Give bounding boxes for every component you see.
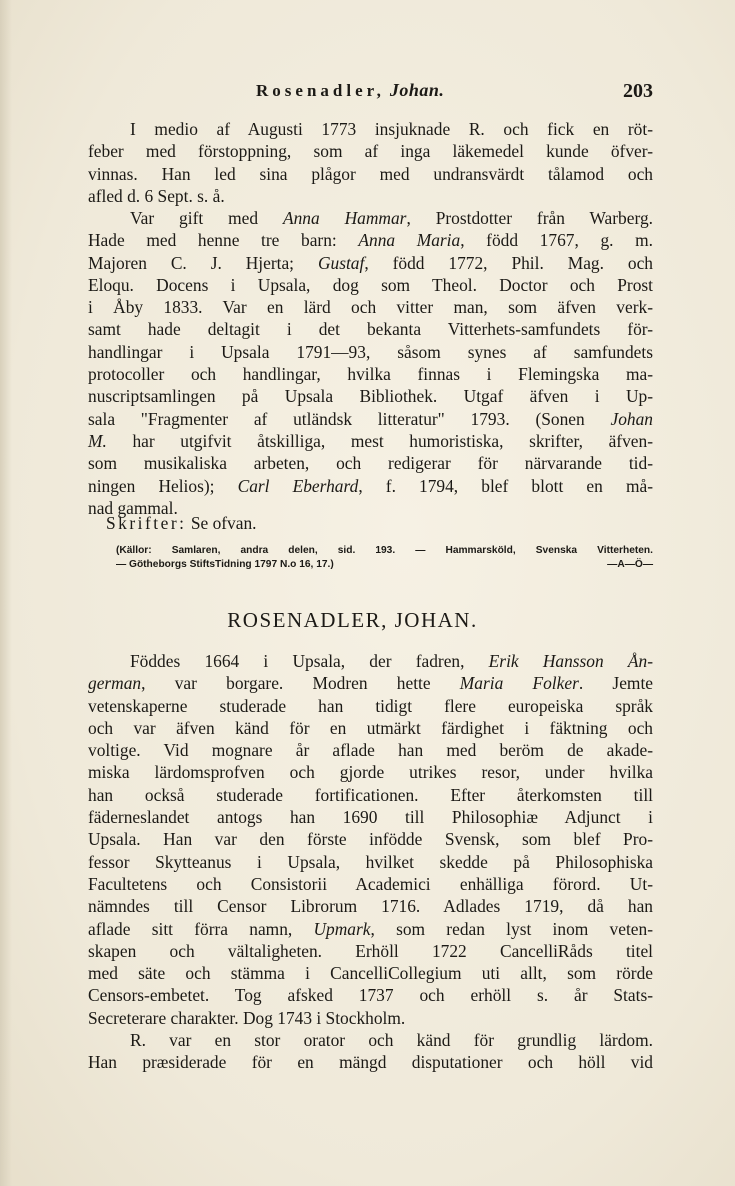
text-line <box>88 430 653 452</box>
text-line <box>88 650 653 672</box>
text-run: , f. 1794, blef blott en må- <box>358 475 653 496</box>
sources-note <box>116 544 653 572</box>
text-line <box>88 895 653 917</box>
text-run: i Åby 1833. Var en lärd och vitter man, som äfven verk- <box>88 297 653 318</box>
text-line <box>88 695 653 717</box>
italic-name: Erik Hansson Ån- <box>488 651 654 671</box>
text-line <box>88 717 653 739</box>
text-run: afled d. 6 Sept. s. å. <box>88 185 225 206</box>
sources-signature: —A—Ö— <box>607 559 653 570</box>
text-run: som musikaliska arbeten, och redigerar för närvarande tid- <box>88 453 653 474</box>
text-run: ningen Helios); <box>88 475 238 496</box>
text-run: Facultetens och Consistorii Academici enhälliga förord. Ut- <box>88 873 653 894</box>
text-line <box>88 452 653 474</box>
text-line <box>88 984 653 1006</box>
text-run: skapen och vältaligheten. Erhöll 1722 CancelliRåds titel <box>88 940 653 961</box>
text-run: voltige. Vid mognare år aflade han med beröm de akade- <box>88 740 653 761</box>
page-header <box>88 80 653 112</box>
text-run: samt hade deltagit i det bekanta Vitterhets-samfundets för- <box>88 319 653 340</box>
text-run: Hade med henne tre barn: <box>88 230 359 251</box>
running-title <box>256 80 444 101</box>
text-run: handlingar i Upsala 1791—93, såsom synes af samfundets <box>88 341 653 362</box>
text-line <box>88 341 653 363</box>
italic-name: Maria Folker <box>459 673 579 694</box>
text-run: Upsala. Han var den förste infödde Svensk, som blef Pro- <box>88 829 653 850</box>
page-edge-shadow <box>0 0 12 1186</box>
text-run: Han præsiderade för en mängd disputationer och höll vid <box>88 1052 653 1073</box>
writings-text: Se ofvan. <box>190 513 257 533</box>
running-title-name: Rosenadler, <box>256 81 385 100</box>
text-line <box>88 118 653 140</box>
page-number: 203 <box>623 80 653 102</box>
text-run: nuscriptsamlingen på Upsala Bibliothek. Utgaf äfven i Up- <box>88 386 653 407</box>
text-line <box>88 229 653 251</box>
text-line <box>88 140 653 162</box>
text-line <box>88 672 653 694</box>
italic-name: Anna Maria <box>358 230 461 251</box>
italic-name: Anna Hammar <box>282 208 407 228</box>
text-run: , var borgare. Modren hette <box>141 673 460 694</box>
text-run: , som redan lyst inom veten- <box>370 918 653 939</box>
italic-name: Carl Eberhard <box>237 475 359 496</box>
text-line <box>88 806 653 828</box>
italic-name: Gustaf <box>317 252 365 273</box>
text-run: . Jemte <box>578 673 653 694</box>
text-line <box>88 318 653 340</box>
text-line <box>88 851 653 873</box>
text-line <box>88 274 653 296</box>
text-line <box>88 962 653 984</box>
text-line <box>88 784 653 806</box>
text-run: Var gift med <box>130 208 283 228</box>
paragraph-family <box>88 207 653 519</box>
italic-name: Johan <box>610 408 653 429</box>
text-line <box>88 940 653 962</box>
text-line <box>88 207 653 229</box>
text-run: Eloqu. Docens i Upsala, dog som Theol. Doctor och Prost <box>88 274 653 295</box>
text-line <box>88 296 653 318</box>
sources-line-1: (Källor: Samlaren, andra delen, sid. 193. — Hammarsköld, Svenska Vitterheten. <box>116 545 653 556</box>
text-run: nad gammal. <box>88 497 178 518</box>
text-line <box>88 873 653 895</box>
text-line <box>88 185 653 207</box>
text-run: och var äfven känd för en utmärkt färdighet i fäktning och <box>88 717 653 738</box>
italic-name: M. <box>88 430 107 451</box>
sources-line-2 <box>116 558 653 572</box>
running-title-forename: Johan. <box>389 80 445 100</box>
text-line <box>88 1051 653 1073</box>
text-run: R. var en stor orator och känd för grundlig lärdom. <box>130 1030 653 1051</box>
text-run: sala "Fragmenter af utländsk litteratur" 1793. (Sonen <box>88 408 611 429</box>
text-run: Censors-embetet. Tog afsked 1737 och erhöll s. år Stats- <box>88 985 653 1006</box>
text-run: fessor Skytteanus i Upsala, hvilket skedde på Philosophiska <box>88 851 653 872</box>
text-run: Majoren C. J. Hjerta; <box>88 252 318 273</box>
text-run: nämndes till Censor Librorum 1716. Adlades 1719, då han <box>88 896 653 917</box>
article-title: ROSENADLER, JOHAN. <box>227 608 478 632</box>
writings-line <box>88 512 653 534</box>
writings-label: Skrifter: <box>106 513 187 533</box>
text-line <box>88 363 653 385</box>
text-run: har utgifvit åtskilliga, mest humoristiska, skrifter, äfven- <box>106 430 653 451</box>
text-run: I medio af Augusti 1773 insjuknade R. och fick en röt- <box>130 119 653 139</box>
text-run: Föddes 1664 i Upsala, der fadren, <box>130 651 489 671</box>
text-run: han också studerade fortificationen. Efter återkomsten till <box>88 784 653 805</box>
paragraph-illness <box>88 118 653 207</box>
text-run: , född 1767, g. m. <box>460 230 653 251</box>
text-run: , Prostdotter från Warberg. <box>406 208 653 228</box>
text-line <box>88 1007 653 1029</box>
text-run: protocoller och handlingar, hvilka finnas i Flemingska ma- <box>88 364 653 385</box>
text-line <box>88 761 653 783</box>
text-line <box>88 385 653 407</box>
text-run: Secreterare charakter. Dog 1743 i Stockholm. <box>88 1007 406 1028</box>
text-run: aflade sitt förra namn, <box>88 918 314 939</box>
text-line <box>88 918 653 940</box>
text-line <box>88 1029 653 1051</box>
text-run: feber med förstoppning, som af inga läkemedel kunde öfver- <box>88 141 653 162</box>
text-run: vinnas. Han led sina plågor med undransvärdt tålamod och <box>88 163 653 184</box>
text-run: med säte och stämma i CancelliCollegium uti allt, som rörde <box>88 963 653 984</box>
text-run: vetenskaperne studerade han tidigt flere europeiska språk <box>88 695 653 716</box>
text-run: , född 1772, Phil. Mag. och <box>364 252 653 273</box>
text-line <box>88 475 653 497</box>
text-run: miska lärdomsprofven och gjorde utrikes resor, under hvilka <box>88 762 653 783</box>
text-line <box>88 739 653 761</box>
text-line <box>88 252 653 274</box>
text-line <box>88 163 653 185</box>
paragraph-biography <box>88 650 653 1074</box>
text-run: fäderneslandet antogs han 1690 till Philosophiæ Adjunct i <box>88 807 653 828</box>
sources-line-2-text: — Götheborgs StiftsTidning 1797 N.o 16, 17.) <box>116 559 334 570</box>
text-line <box>88 828 653 850</box>
text-line <box>88 408 653 430</box>
italic-name: Upmark <box>313 918 371 939</box>
italic-name: german <box>88 673 142 694</box>
